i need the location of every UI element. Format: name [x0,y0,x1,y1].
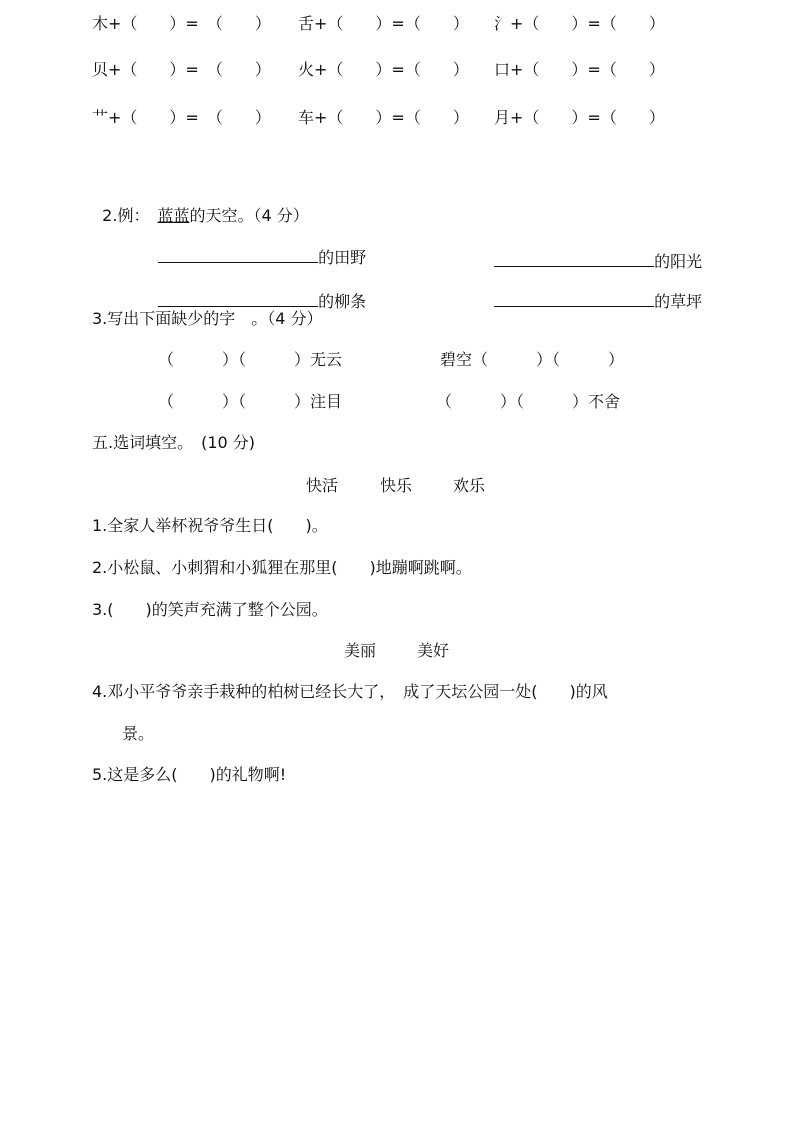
answer-line[interactable] [494,290,654,307]
q2-blank-label: 的草坪 [654,292,703,311]
radical-row-2-col-3: 口+（ ）=（ ） [494,60,665,79]
q2-blank-label: 的田野 [318,248,367,267]
radical-row-1-col-2: 舌+（ ）=（ ） [298,14,469,33]
answer-line[interactable] [494,250,654,267]
sentence-4-continued: 景。 [122,724,155,743]
q2-title [92,186,309,226]
word-choice-3: 欢乐 [453,476,486,495]
q2-blank-1 [148,226,366,268]
q3-item-4: （ ）（ ）不舍 [436,392,621,411]
radical-row-3-col-3: 月+（ ）=（ ） [494,108,665,127]
q2-blank-4 [484,270,702,312]
radical-row-2-col-1: 贝+（ ）= （ ） [92,60,271,79]
sentence-2: 2.小松鼠、小刺猬和小狐狸在那里( )地蹦啊跳啊。 [92,558,472,577]
word-choice-2: 快乐 [380,476,413,495]
radical-row-1-col-1: 木+（ ）= （ ） [92,14,271,33]
word-choice-5: 美好 [417,641,450,660]
sentence-5: 5.这是多么( )的礼物啊! [92,765,287,784]
q2-prefix: 2.例： [102,206,158,225]
radical-row-1-col-3: 氵+（ ）=（ ） [494,14,665,33]
radical-row-2-col-2: 火+（ ）=（ ） [298,60,469,79]
word-choice-1: 快活 [306,476,339,495]
q3-title: 3.写出下面缺少的字 。（4 分） [92,309,323,328]
radical-row-3-col-2: 车+（ ）=（ ） [298,108,469,127]
section5-title: 五.选词填空。 (10 分) [92,433,256,452]
q2-example-rest: 的天空。（4 分） [189,206,309,225]
sentence-1: 1.全家人举杯祝爷爷生日( )。 [92,516,328,535]
q3-item-2: 碧空（ ）（ ） [440,350,625,369]
sentence-4: 4.邓小平爷爷亲手栽种的柏树已经长大了， 成了天坛公园一处( )的风 [92,682,608,701]
q2-blank-label: 的阳光 [654,252,703,271]
q3-item-1: （ ）（ ）无云 [158,350,343,369]
q2-example-underlined: 蓝蓝 [157,206,190,225]
q3-item-3: （ ）（ ）注目 [158,392,343,411]
q2-blank-label: 的柳条 [318,292,367,311]
answer-line[interactable] [158,290,318,307]
radical-row-3-col-1: 艹+（ ）= （ ） [92,108,271,127]
q2-blank-3 [148,270,366,312]
answer-line[interactable] [158,246,318,263]
word-choice-4: 美丽 [344,641,377,660]
sentence-3: 3.( )的笑声充满了整个公园。 [92,600,328,619]
q2-blank-2 [484,230,702,272]
